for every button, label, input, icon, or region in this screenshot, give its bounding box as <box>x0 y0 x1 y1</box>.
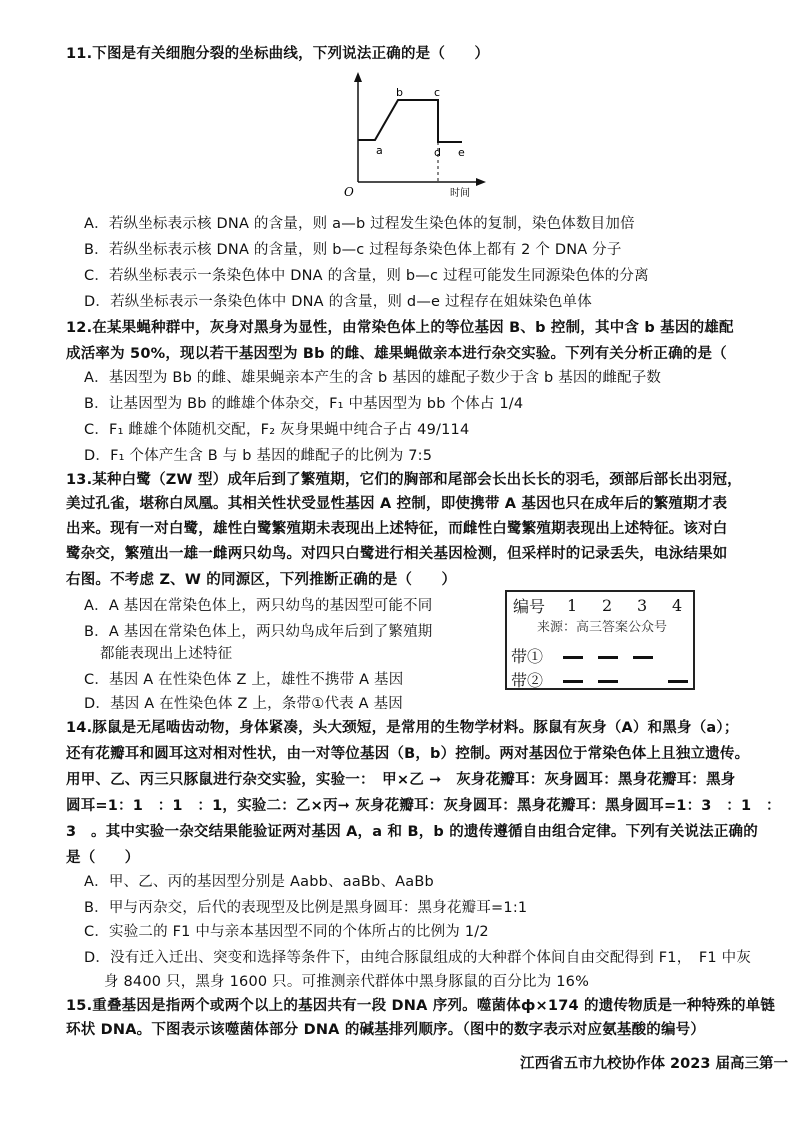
q13-stem-line5: 右图。不考虑 Z、W 的同源区，下列推断正确的是（ ） <box>66 572 457 588</box>
q11-graph-xlabel: 时间 <box>450 188 470 199</box>
q14-stem-line5: 3 。其中实验一杂交结果能验证两对基因 A，a 和 B，b 的遗传遵循自由组合定律。下列有关说法正确的 <box>66 824 758 840</box>
q12-option-b: B．让基因型为 Bb 的雌雄个体杂交，F₁ 中基因型为 bb 个体占 1/4 <box>84 396 524 412</box>
gel-lane-1: 1 <box>567 596 578 615</box>
gel-band-1-lane-2 <box>598 656 618 659</box>
q13-option-a: A．A 基因在常染色体上，两只幼鸟的基因型可能不同 <box>84 598 433 614</box>
q13-gel-figure <box>505 590 695 690</box>
gel-band-1-lane-3 <box>633 656 653 659</box>
q11-graph-point-a: a <box>376 144 383 157</box>
q12-option-c: C．F₁ 雌雄个体随机交配，F₂ 灰身果蝇中纯合子占 49/114 <box>84 422 470 438</box>
q14-option-c: C．实验二的 F1 中与亲本基因型不同的个体所占的比例为 1/2 <box>84 924 489 940</box>
gel-source: 来源：高三答案公众号 <box>537 620 668 635</box>
q14-stem-line1: 14.豚鼠是无尾啮齿动物，身体紧凑，头大颈短，是常用的生物学材料。豚鼠有灰身（A）和黑身（a）； <box>66 720 739 736</box>
gel-lane-4: 4 <box>672 596 683 615</box>
q11-graph-origin: O <box>344 185 354 199</box>
q13-stem-line1: 13.某种白鹭（ZW 型）成年后到了繁殖期，它们的胸部和尾部会长出长长的羽毛，颈部后部长出羽冠， <box>66 472 742 488</box>
q13-option-b: B．A 基因在常染色体上，两只幼鸟成年后到了繁殖期 <box>84 624 433 640</box>
q11-option-a: A．若纵坐标表示核 DNA 的含量，则 a—b 过程发生染色体的复制，染色体数目加倍 <box>84 216 635 232</box>
q13-stem-line4: 鹭杂交，繁殖出一雄一雌两只幼鸟。对四只白鹭进行相关基因检测，但采样时的记录丢失，电泳结果如 <box>66 546 728 562</box>
q12-stem-line2: 成活率为 50%，现以若干基因型为 Bb 的雌、雄果蝇做亲本进行杂交实验。下列有关分析正确的是（ <box>66 346 727 362</box>
q14-option-b: B．甲与丙杂交，后代的表现型及比例是黑身圆耳：黑身花瓣耳=1:1 <box>84 900 528 916</box>
gel-header: 编号 <box>513 597 546 616</box>
q14-stem-line4: 圆耳=1：1 ：1 ：1，实验二：乙×丙➞ 灰身花瓣耳：灰身圆耳：黑身花瓣耳：黑身圆耳=1：3 ：1 ： <box>66 798 781 814</box>
q11-stem: 11.下图是有关细胞分裂的坐标曲线，下列说法正确的是（ ） <box>66 46 490 62</box>
q11-graph-point-b: b <box>396 86 403 99</box>
q12-option-a: A．基因型为 Bb 的雌、雄果蝇亲本产生的含 b 基因的雄配子数少于含 b 基因的雌配子数 <box>84 370 662 386</box>
q13-stem-line3: 出来。现有一对白鹭，雄性白鹭繁殖期未表现出上述特征，而雌性白鹭繁殖期表现出上述特征。该对白 <box>66 521 728 537</box>
q11-graph-point-c: c <box>434 86 441 99</box>
q14-option-d-cont: 身 8400 只，黑身 1600 只。可推测亲代群体中黑身豚鼠的百分比为 16% <box>104 974 590 990</box>
q15-stem-line2: 环状 DNA。下图表示该噬菌体部分 DNA 的碱基排列顺序。（图中的数字表示对应氨基酸的编号） <box>66 1022 706 1038</box>
q14-option-a: A．甲、乙、丙的基因型分别是 Aabb、aaBb、AaBb <box>84 874 434 890</box>
gel-band-2-lane-1 <box>563 680 583 683</box>
gel-band-1-lane-1 <box>563 656 583 659</box>
q11-graph-point-d: d <box>434 146 441 159</box>
q13-option-d: D．基因 A 在性染色体 Z 上，条带①代表 A 基因 <box>84 696 403 712</box>
q11-option-b: B．若纵坐标表示核 DNA 的含量，则 b—c 过程每条染色体上都有 2 个 DNA 分子 <box>84 242 622 258</box>
q15-stem-line1: 15.重叠基因是指两个或两个以上的基因共有一段 DNA 序列。噬菌体ф×174 的遗传物质是一种特殊的单链 <box>66 998 776 1014</box>
q13-option-c: C．基因 A 在性染色体 Z 上，雄性不携带 A 基因 <box>84 672 404 688</box>
gel-band-1-label: 带① <box>511 647 544 666</box>
q11-graph-point-e: e <box>458 146 465 159</box>
q14-stem-line3: 用甲、乙、丙三只豚鼠进行杂交实验，实验一： 甲×乙 ➞ 灰身花瓣耳：灰身圆耳：黑身花瓣耳：黑身 <box>66 772 736 788</box>
gel-band-2-lane-4 <box>668 680 688 683</box>
q14-stem-line2: 还有花瓣耳和圆耳这对相对性状，由一对等位基因（B，b）控制。两对基因位于常染色体上且独立遗传。 <box>66 746 750 762</box>
q14-stem-line6: 是（ ） <box>66 850 140 866</box>
q11-option-d: D．若纵坐标表示一条染色体中 DNA 的含量，则 d—e 过程存在姐妹染色单体 <box>84 294 592 310</box>
q13-option-b-cont: 都能表现出上述特征 <box>100 646 233 662</box>
q13-stem-line2: 美过孔雀，堪称白凤凰。其相关性状受显性基因 A 控制，即使携带 A 基因也只在成年后的繁殖期才表 <box>66 496 728 512</box>
gel-band-2-label: 带② <box>511 671 544 690</box>
gel-lane-2: 2 <box>602 596 613 615</box>
q11-option-c: C．若纵坐标表示一条染色体中 DNA 的含量，则 b—c 过程可能发生同源染色体的分离 <box>84 268 649 284</box>
q12-option-d: D．F₁ 个体产生含 B 与 b 基因的雌配子的比例为 7:5 <box>84 448 433 464</box>
gel-band-2-lane-2 <box>598 680 618 683</box>
q12-stem-line1: 12.在某果蝇种群中，灰身对黑身为显性，由常染色体上的等位基因 B、b 控制，其中含 b 基因的雄配 <box>66 320 734 336</box>
q14-option-d: D．没有迁入迁出、突变和选择等条件下，由纯合豚鼠组成的大种群个体间自由交配得到 F1， F1 中灰 <box>84 950 752 966</box>
page-footer: 江西省五市九校协作体 2023 届高三第一 <box>520 1056 788 1072</box>
gel-lane-3: 3 <box>637 596 648 615</box>
q11-graph <box>330 70 490 200</box>
